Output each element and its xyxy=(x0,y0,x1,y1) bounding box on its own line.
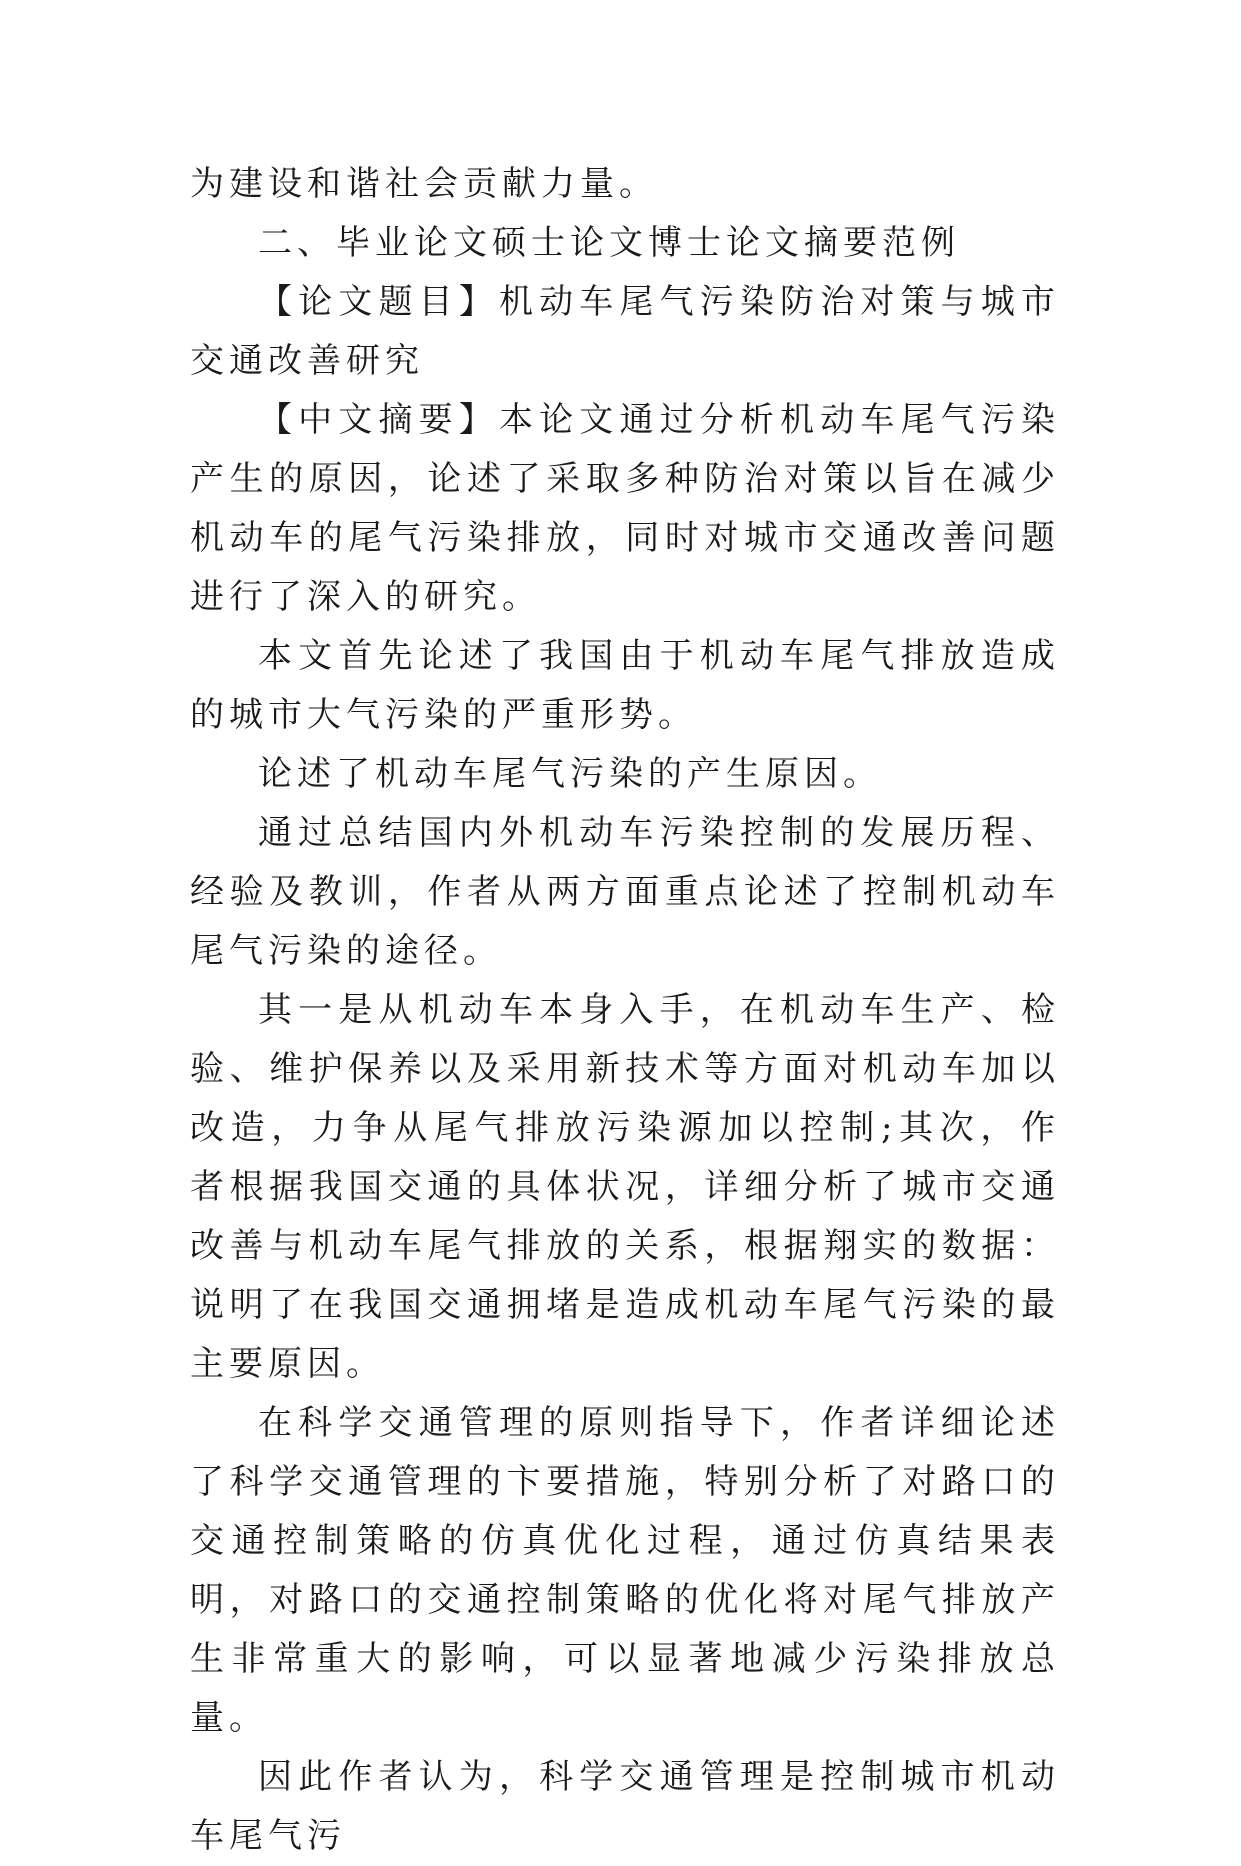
paragraph: 本文首先论述了我国由于机动车尾气排放造成的城市大气污染的严重形势。 xyxy=(190,636,1060,735)
paragraph: 通过总结国内外机动车污染控制的发展历程、经验及教训，作者从两方面重点论述了控制机动车尾气污染的途径。 xyxy=(190,813,1060,971)
abstract-paragraph: 【中文摘要】本论文通过分析机动车尾气污染产生的原因，论述了采取多种防治对策以旨在减少机动车的尾气污染排放，同时对城市交通改善问题进行了深入的研究。 xyxy=(190,400,1060,617)
paragraph: 在科学交通管理的原则指导下，作者详细论述了科学交通管理的卞要措施，特别分析了对路口的交通控制策略的仿真优化过程，通过仿真结果表明，对路口的交通控制策略的优化将对尾气排放产生非常重大的影响，可以显著地减少污染排放总量。 xyxy=(190,1403,1060,1738)
thesis-title-paragraph: 【论文题目】机动车尾气污染防治对策与城市交通改善研究 xyxy=(190,282,1060,381)
section-heading: 二、毕业论文硕士论文博士论文摘要范例 xyxy=(258,223,960,263)
document-body xyxy=(190,155,1060,1866)
paragraph: 为建设和谐社会贡献力量。 xyxy=(190,164,658,204)
paragraph: 其一是从机动车本身入手，在机动车生产、检验、维护保养以及采用新技术等方面对机动车加以改造，力争从尾气排放污染源加以控制;其次，作者根据我国交通的具体状况，详细分析了城市交通改善与机动车尾气排放的关系，根据翔实的数据：说明了在我国交通拥堵是造成机动车尾气污染的最主要原因。 xyxy=(190,990,1060,1384)
paragraph: 论述了机动车尾气污染的产生原因。 xyxy=(258,754,882,794)
paragraph: 因此作者认为，科学交通管理是控制城市机动车尾气污 xyxy=(190,1757,1060,1856)
